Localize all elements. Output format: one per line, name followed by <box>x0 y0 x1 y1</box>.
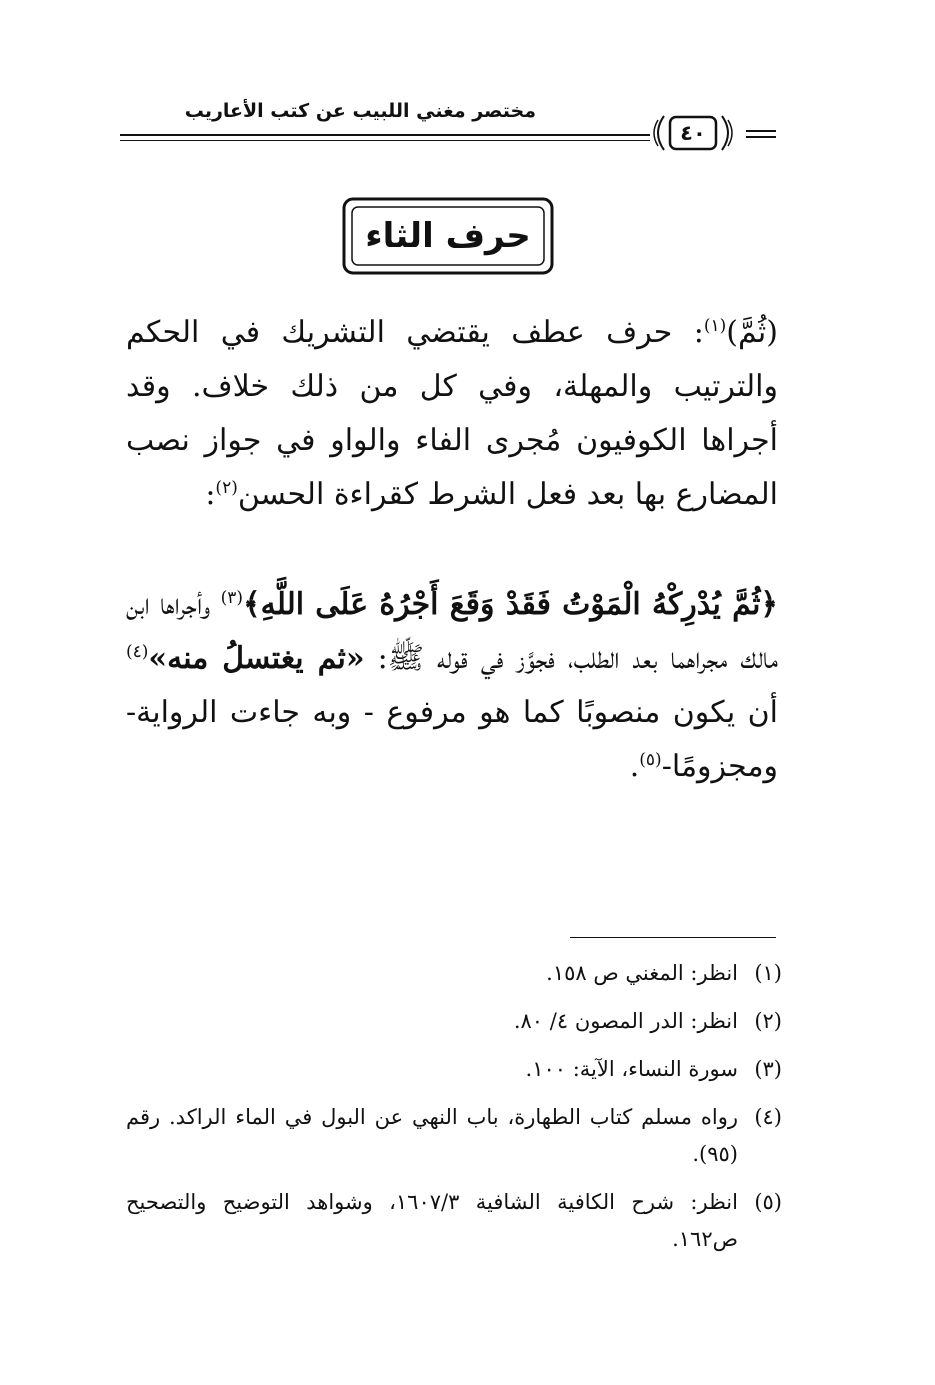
footnotes <box>126 955 782 1269</box>
footnote-separator <box>570 937 776 938</box>
definition-text: : حرف عطف يقتضي التشريك في الحكم والترتيب والمهلة، وفي كل من ذلك خلاف. وقد أجراها الكوفيون مُجرى الفاء والواو في جواز نصب المضارع بها بعد فعل الشرط كقراءة الحسن <box>126 315 778 512</box>
page-number-badge <box>650 112 736 154</box>
ibn-malik-text: وأجراها ابن مالك مجراهما بعد الطلب، فجوَّز في قوله ﷺ: <box>126 587 778 676</box>
header-dash <box>746 130 776 132</box>
paragraph-quran <box>126 578 778 794</box>
chapter-title: حرف الثاء <box>365 216 531 256</box>
header-dash-lower <box>746 136 776 138</box>
footnote-text: رواه مسلم كتاب الطهارة، باب النهي عن البول في الماء الراكد. رقم (٩٥). <box>126 1105 738 1166</box>
term-thumma: ثُمَّ <box>737 315 767 350</box>
footnote-ref-2[interactable]: (٢) <box>215 478 238 498</box>
paren-open: ( <box>766 315 778 350</box>
page-number: ٤٠ <box>680 121 706 145</box>
footnote-number: (١) <box>754 961 782 985</box>
footnote-text: سورة النساء، الآية: ١٠٠. <box>525 1057 738 1081</box>
paren-close: ) <box>726 315 738 350</box>
footnote-number: (٣) <box>754 1057 782 1081</box>
footnote-text: انظر: المغني ص ١٥٨. <box>546 961 738 985</box>
paragraph-thumma <box>126 306 778 522</box>
footnote-number: (٥) <box>754 1190 782 1214</box>
footnote-number: (٢) <box>754 1009 782 1033</box>
header-rule <box>120 134 650 136</box>
quran-verse: ﴿ثُمَّ يُدْرِكْهُ الْمَوْتُ فَقَدْ وَقَعَ أَجْرُهُ عَلَى اللَّهِ﴾ <box>243 587 778 622</box>
chapter-heading-box <box>342 197 554 275</box>
main-text <box>126 306 778 794</box>
footnote-text: انظر: شرح الكافية الشافية ١٦٠٧/٣، وشواهد التوضيح والتصحيح ص١٦٢. <box>126 1190 738 1251</box>
colon: : <box>205 477 216 512</box>
book-title: مختصر مغني اللبيب عن كتب الأعاريب <box>184 100 536 122</box>
ruling-text: أن يكون منصوبًا كما هو مرفوع - وبه جاءت الرواية- ومجزومًا- <box>126 695 778 784</box>
footnote-5 <box>126 1184 782 1258</box>
hadith-quote: «ثم يغتسلُ منه» <box>148 641 365 676</box>
footnote-text: انظر: الدر المصون ٤/ ٨٠. <box>513 1009 738 1033</box>
period: . <box>629 749 640 784</box>
footnote-2 <box>126 1003 782 1040</box>
footnote-ref-5[interactable]: (٥) <box>639 750 662 770</box>
header-rule-thin <box>120 140 650 141</box>
footnote-1 <box>126 955 782 992</box>
footnote-number: (٤) <box>754 1105 782 1129</box>
footnote-4 <box>126 1099 782 1173</box>
footnote-ref-3[interactable]: (٣) <box>220 588 244 608</box>
footnote-ref-4[interactable]: (٤) <box>126 642 149 662</box>
footnote-ref-1[interactable]: (١) <box>703 316 727 336</box>
footnote-3 <box>126 1051 782 1088</box>
page-header <box>120 92 776 152</box>
